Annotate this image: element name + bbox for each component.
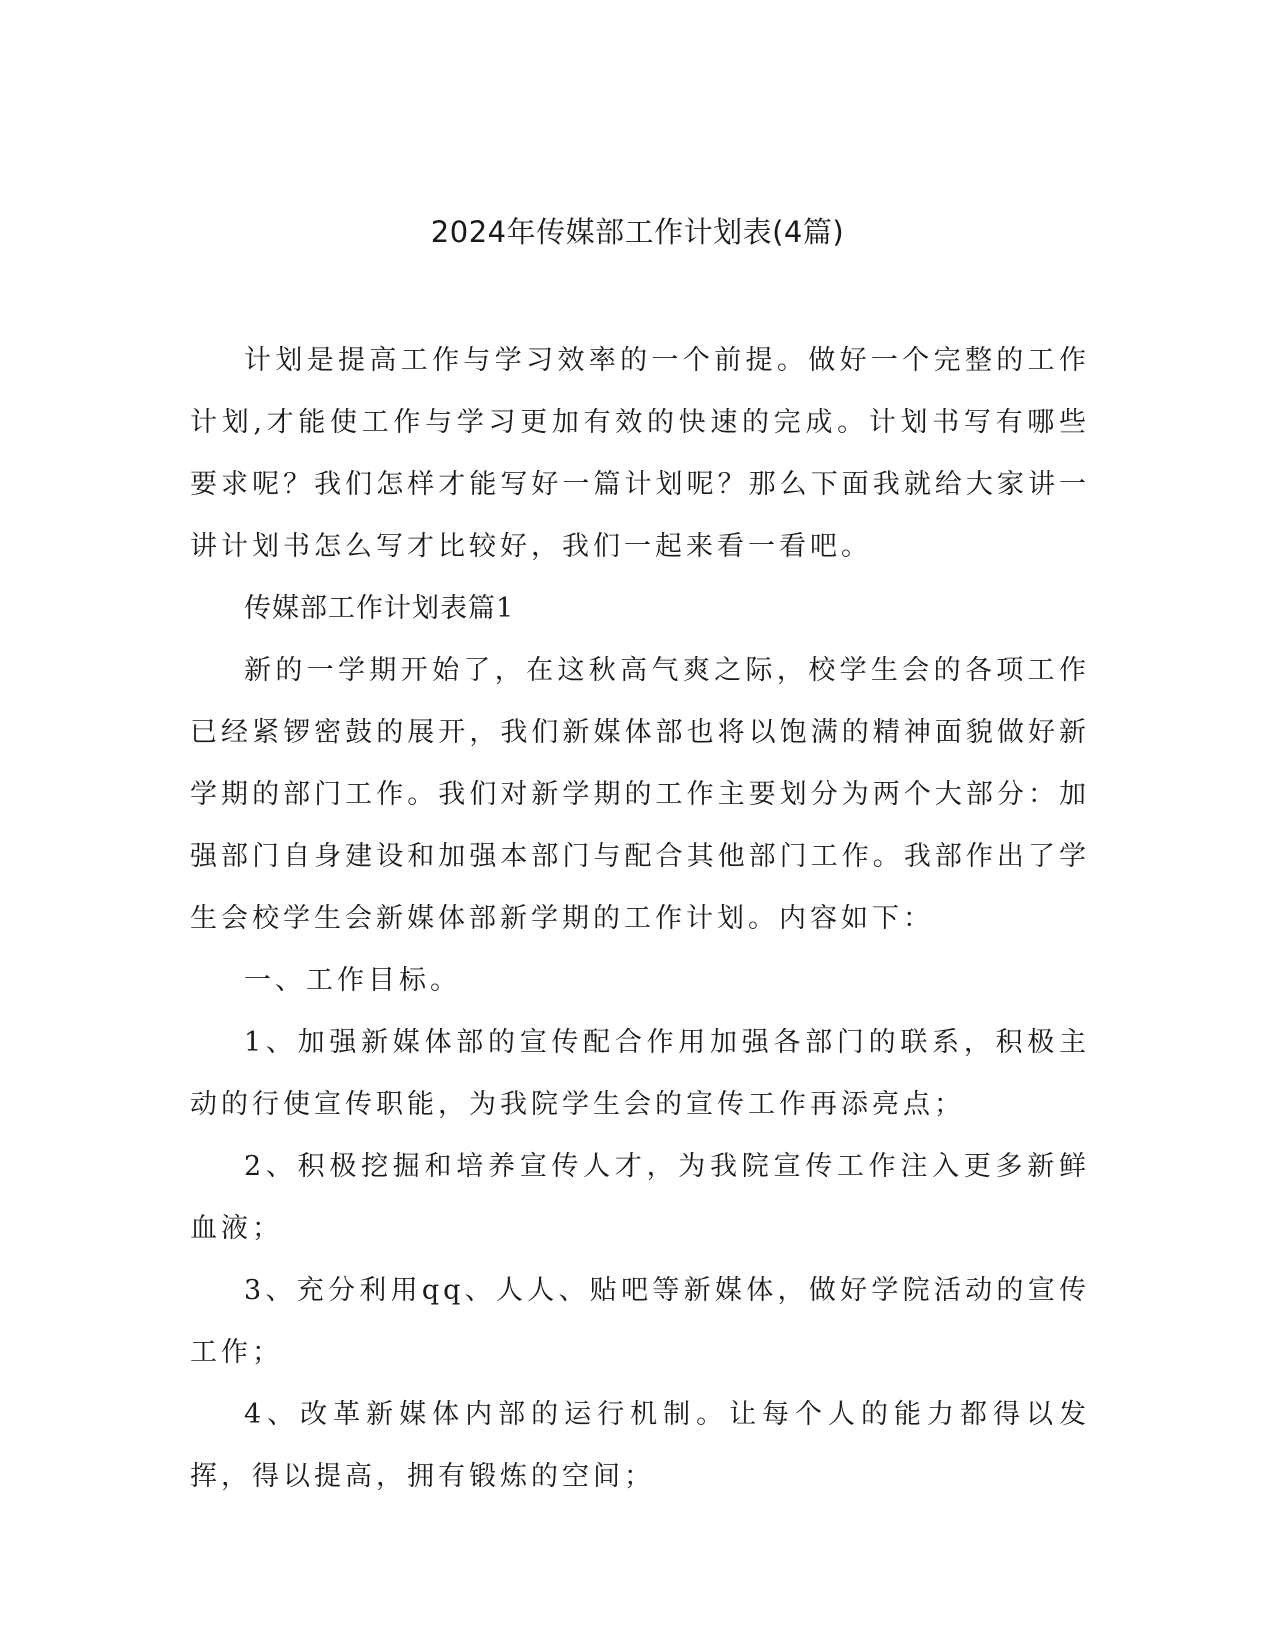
- list-item: 2、积极挖掘和培养宣传人才，为我院宣传工作注入更多新鲜血液；: [190, 1151, 1090, 1244]
- document-title: 2024年传媒部工作计划表(4篇): [430, 215, 845, 249]
- body-paragraph: 新的一学期开始了，在这秋高气爽之际，校学生会的各项工作已经紧锣密鼓的展开，我们新媒体部也将以饱满的精神面貌做好新学期的部门工作。我们对新学期的工作主要划分为两个大部分：加强部门自身建设和加强本部门与配合其他部门工作。我部作出了学生会校学生会新媒体部新学期的工作计划。内容如下：: [190, 655, 1090, 934]
- section-heading: 传媒部工作计划表篇1: [244, 593, 515, 624]
- document-body: [190, 330, 1090, 1508]
- list-item: 4、改革新媒体内部的运行机制。让每个人的能力都得以发挥，得以提高，拥有锻炼的空间；: [190, 1399, 1090, 1492]
- subsection-heading: 一、工作目标。: [244, 965, 461, 996]
- list-item: 1、加强新媒体部的宣传配合作用加强各部门的联系，积极主动的行使宣传职能，为我院学生会的宣传工作再添亮点；: [190, 1027, 1090, 1120]
- list-item: 3、充分利用qq、人人、贴吧等新媒体，做好学院活动的宣传工作；: [190, 1275, 1090, 1368]
- intro-paragraph: 计划是提高工作与学习效率的一个前提。做好一个完整的工作计划,才能使工作与学习更加有效的快速的完成。计划书写有哪些要求呢？我们怎样才能写好一篇计划呢？那么下面我就给大家讲一讲计划书怎么写才比较好，我们一起来看一看吧。: [190, 345, 1090, 562]
